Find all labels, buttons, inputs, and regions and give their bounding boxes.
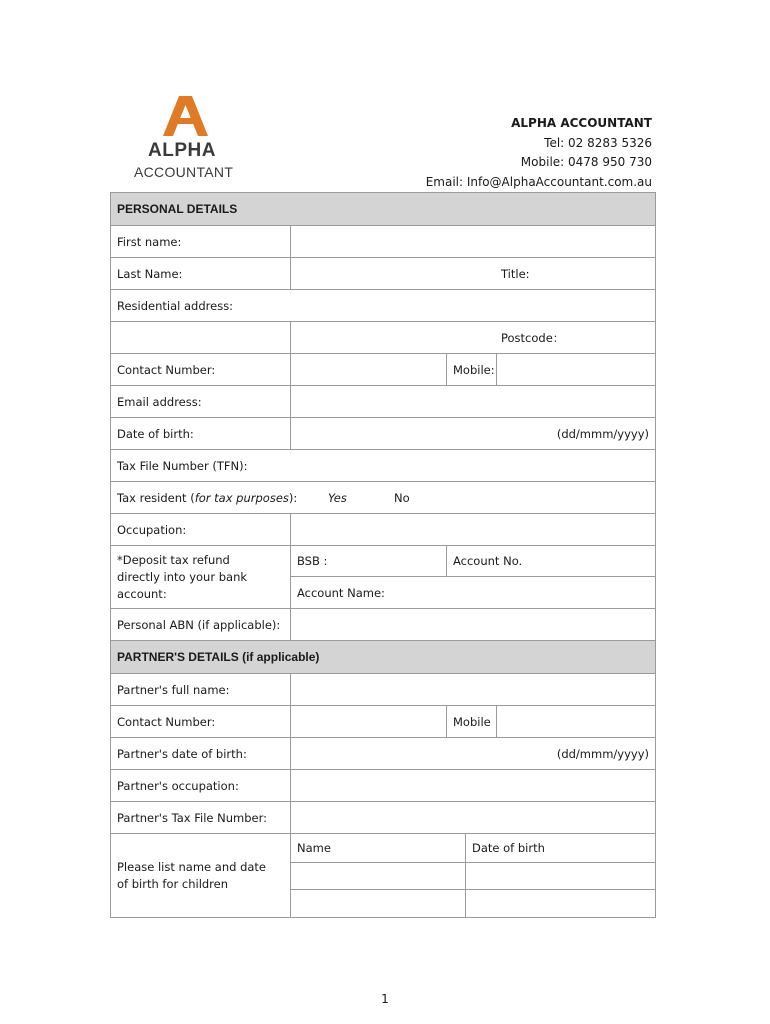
row-children [111,834,655,917]
company-contact-block [426,114,652,192]
last-name-field[interactable] [290,258,655,289]
partner-mobile-field[interactable] [496,706,655,737]
child-2-dob-field[interactable] [465,890,655,917]
children-dob-header: Date of birth [465,834,655,863]
address-line-2-spacer [111,322,290,353]
row-first-name [111,226,655,258]
tfn-label: Tax File Number (TFN): [117,458,248,473]
occupation-label: Occupation: [117,522,187,537]
row-tax-resident [111,482,655,514]
partner-mobile-label: Mobile [446,706,496,737]
alpha-a-logo-icon [162,96,210,138]
bsb-field[interactable] [290,546,446,577]
partner-full-name-field[interactable] [290,674,655,705]
address-line-2-field[interactable] [290,322,655,353]
partner-tfn-label: Partner's Tax File Number: [117,810,267,825]
contact-number-label: Contact Number: [117,362,216,377]
tfn-field[interactable] [290,450,655,481]
partner-occupation-field[interactable] [290,770,655,801]
row-contact-number [111,354,655,386]
residential-address-field[interactable] [290,290,655,321]
account-name-field[interactable] [290,577,655,608]
email-address-field[interactable] [290,386,655,417]
personal-abn-field[interactable] [290,609,655,640]
row-personal-abn [111,609,655,641]
child-1-dob-field[interactable] [465,863,655,890]
company-logo [130,96,242,186]
tax-resident-no-option[interactable]: No [394,490,410,505]
deposit-refund-label: *Deposit tax refund directly into your bank account: [117,552,248,601]
row-last-name [111,258,655,290]
account-number-label: Account No. [453,554,523,568]
partner-contact-field[interactable] [290,706,446,737]
section-personal-details [111,193,655,226]
mobile-label: Mobile: [446,354,496,385]
row-address-line-2 [111,322,655,354]
partner-dob-label: Partner's date of birth: [117,746,247,761]
row-residential-address [111,290,655,322]
partner-full-name-label: Partner's full name: [117,682,230,697]
company-tel: Tel: 02 8283 5326 [544,135,652,150]
account-name-label: Account Name: [297,585,385,600]
logo-text-alpha: ALPHA [148,140,216,161]
personal-abn-label: Personal ABN (if applicable): [117,617,281,632]
first-name-label: First name: [117,234,182,249]
row-occupation [111,514,655,546]
row-partner-contact [111,706,655,738]
children-label: Please list name and date of birth for children [117,859,267,891]
company-email[interactable]: Email: Info@AlphaAccountant.com.au [425,174,652,189]
child-2-name-field[interactable] [290,890,465,917]
first-name-field[interactable] [290,226,655,257]
email-address-label: Email address: [117,394,202,409]
mobile-field[interactable] [496,354,655,385]
row-email-address [111,386,655,418]
row-partner-tfn [111,802,655,834]
row-partner-full-name [111,674,655,706]
row-partner-dob [111,738,655,770]
date-format-hint: (dd/mmm/yyyy) [556,746,649,761]
last-name-label: Last Name: [117,266,183,281]
tax-resident-emphasis: for tax purposes [194,490,289,505]
row-partner-occupation [111,770,655,802]
page-number: 1 [381,992,389,1006]
partner-tfn-field[interactable] [290,802,655,833]
details-form [110,192,656,918]
row-date-of-birth [111,418,655,450]
contact-number-field[interactable] [290,354,446,385]
partner-contact-label: Contact Number: [117,714,216,729]
section-partner-details [111,641,655,674]
section-heading: PARTNER'S DETAILS (if applicable) [117,650,320,664]
company-mobile: Mobile: 0478 950 730 [520,155,652,169]
partner-occupation-label: Partner's occupation: [117,778,239,793]
date-format-hint: (dd/mmm/yyyy) [556,426,649,441]
tax-resident-yes-option[interactable]: Yes [328,490,347,505]
logo-text-accountant: ACCOUNTANT [134,164,234,180]
company-name: ALPHA ACCOUNTANT [511,116,652,130]
date-of-birth-field[interactable] [290,418,655,449]
children-name-header: Name [290,834,465,863]
date-of-birth-label: Date of birth: [117,426,194,441]
tax-resident-label [111,482,298,513]
section-heading: PERSONAL DETAILS [117,202,238,216]
tax-resident-suffix: ): [288,490,298,505]
row-bank-account [111,546,655,609]
bsb-label: BSB : [297,554,328,568]
account-number-field[interactable] [446,546,655,577]
child-1-name-field[interactable] [290,863,465,890]
row-tax-file-number [111,450,655,482]
tax-resident-text: Tax resident ( [117,490,195,505]
occupation-field[interactable] [290,514,655,545]
partner-dob-field[interactable] [290,738,655,769]
residential-address-label: Residential address: [117,298,234,313]
title-label: Title: [501,266,530,281]
postcode-label: Postcode： [501,330,565,345]
